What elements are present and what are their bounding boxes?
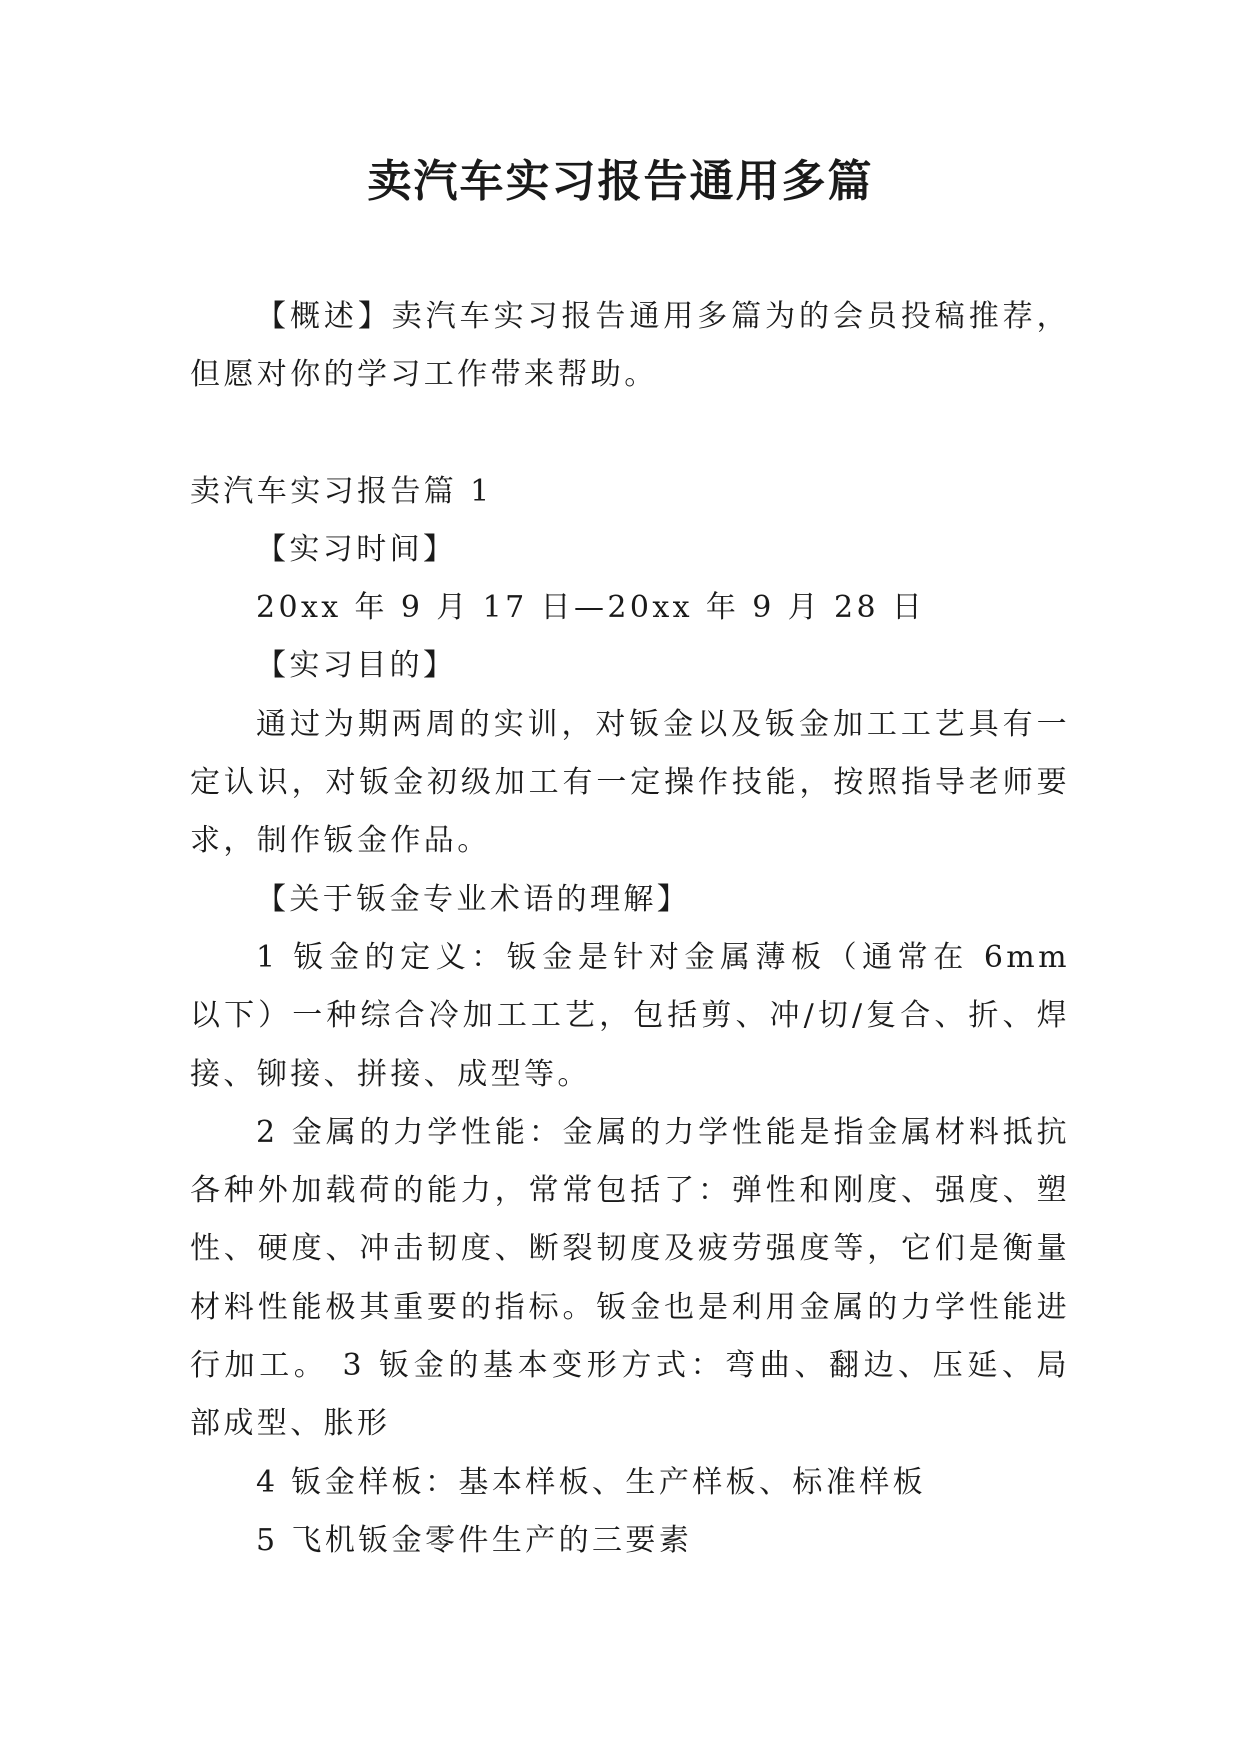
term-paragraph-5: 5 飞机钣金零件生产的三要素 bbox=[256, 1522, 693, 1558]
time-heading: 【实习时间】 bbox=[256, 531, 457, 567]
summary-paragraph: 【概述】卖汽车实习报告通用多篇为的会员投稿推荐，但愿对你的学习工作带来帮助。 bbox=[190, 299, 1070, 393]
purpose-heading: 【实习目的】 bbox=[256, 648, 457, 684]
purpose-paragraph: 通过为期两周的实训，对钣金以及钣金加工工艺具有一定认识，对钣金初级加工有一定操作技能，按照指导老师要求，制作钣金作品。 bbox=[190, 706, 1070, 859]
section-heading: 卖汽车实习报告篇 1 bbox=[190, 473, 493, 509]
term-paragraph-1: 1 钣金的定义：钣金是针对金属薄板（通常在 6mm 以下）一种综合冷加工工艺，包括剪、冲/切/复合、折、焊接、铆接、拼接、成型等。 bbox=[190, 939, 1070, 1092]
document-body bbox=[190, 288, 1070, 1570]
term-paragraph-4: 4 钣金样板：基本样板、生产样板、标准样板 bbox=[256, 1464, 927, 1500]
terms-heading: 【关于钣金专业术语的理解】 bbox=[256, 881, 691, 917]
time-value: 20xx 年 9 月 17 日—20xx 年 9 月 28 日 bbox=[256, 590, 926, 626]
term-paragraph-2: 2 金属的力学性能：金属的力学性能是指金属材料抵抗各种外加载荷的能力，常常包括了：弹性和刚度、强度、塑性、硬度、冲击韧度、断裂韧度及疲劳强度等，它们是衡量材料性能极其重要的指标。钣金也是利用金属的力学性能进行加工。 3 钣金的基本变形方式：弯曲、翻边、压延、局部成型、胀形 bbox=[190, 1114, 1070, 1442]
document-title: 卖汽车实习报告通用多篇 bbox=[367, 156, 874, 207]
